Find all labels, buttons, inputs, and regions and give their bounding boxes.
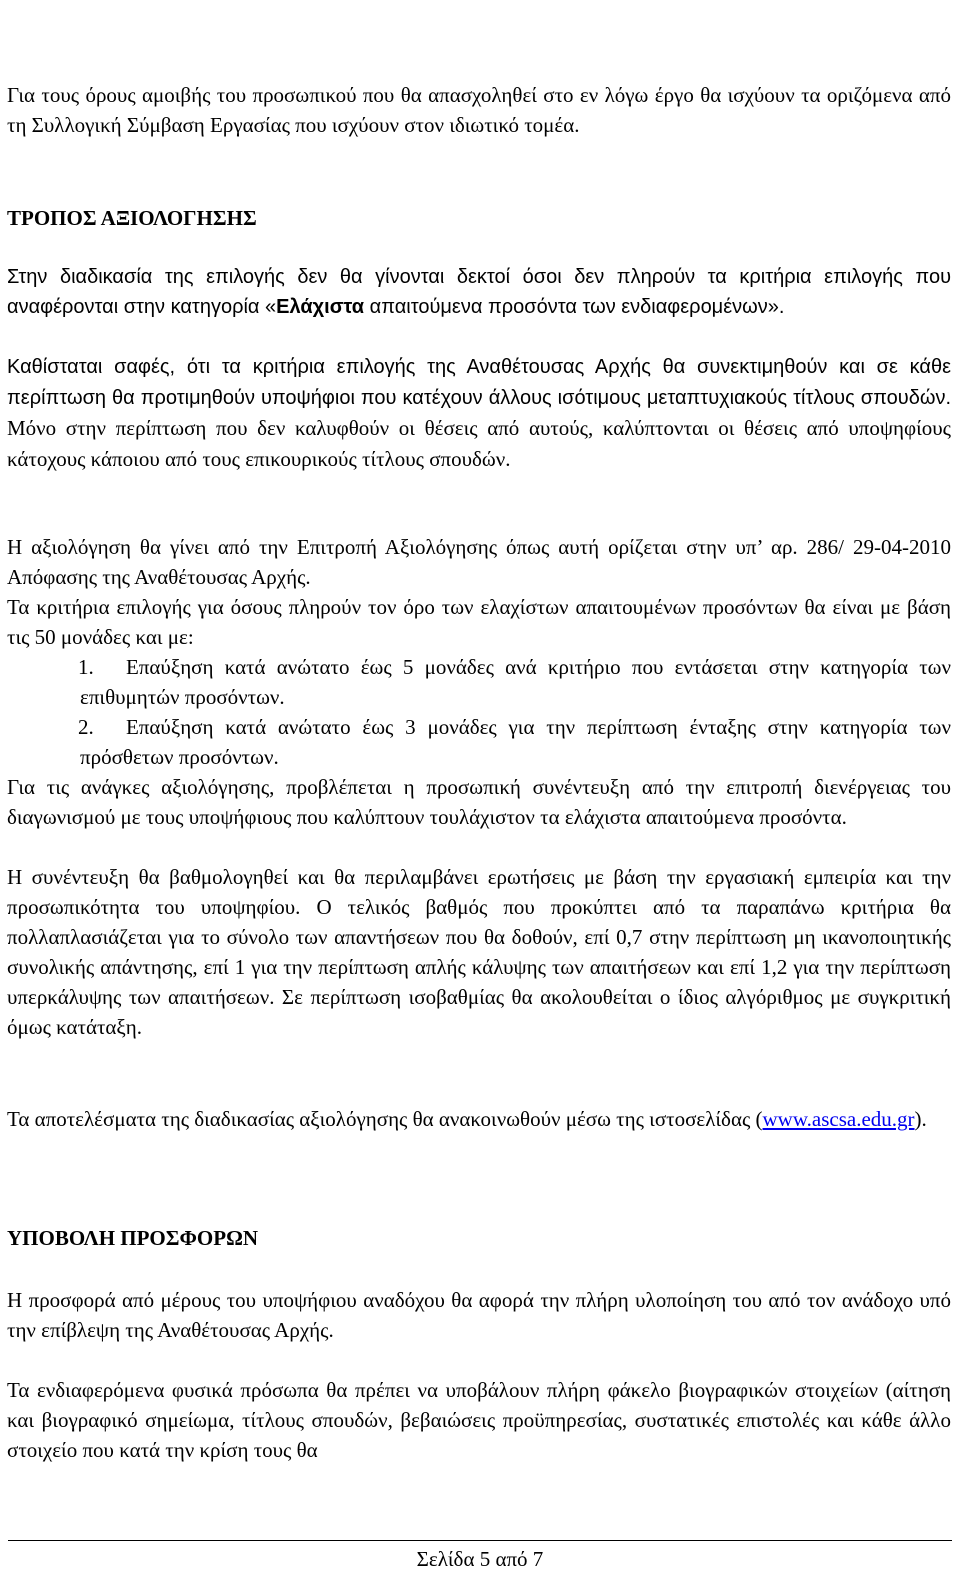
heading-evaluation-method: ΤΡΟΠΟΣ ΑΞΙΟΛΟΓΗΣΗΣ <box>7 206 257 230</box>
paragraph-application-folder: Τα ενδιαφερόμενα φυσικά πρόσωπα θα πρέπει να υποβάλουν πλήρη φάκελο βιογραφικών στοιχείων (αίτηση και βιογραφικό σημείωμα, τίτλους σπουδών, βεβαιώσεις προϋπηρεσίας, συστατικές επιστολές και κάθε άλλο στοιχείο που κατά την κρίση τους θα <box>7 1378 951 1462</box>
heading-offer-submission: ΥΠΟΒΟΛΗ ΠΡΟΣΦΟΡΩΝ <box>7 1226 259 1250</box>
paragraph-interview-scoring: Η συνέντευξη θα βαθμολογηθεί και θα περιλαμβάνει ερωτήσεις με βάση την εργασιακή εμπειρία και την προσωπικότητα του υποψηφίου. Ο τελικός βαθμός που προκύπτει από τα παραπάνω κριτήρια θα πολλαπλασιάζεται για το σύνολο των απαντήσεων που θα δοθούν, επί 0,7 στην περίπτωση μη ικανοποιητικής συνολικής απάντησης, επί 1 για την περίπτωση απλής κάλυψης των απαιτήσεων και επί 1,2 για την περίπτωση υπερκάλυψης των απαιτήσεων. Σε περίπτωση ισοβαθμίας θα ακολουθείται ο ίδιος αλγόριθμος με συγκριτική όμως κατάταξη. <box>7 865 951 1039</box>
list-item: 1. Επαύξηση κατά ανώτατο έως 5 μονάδες ανά κριτήριο που εντάσεται στην κατηγορία των επιθυμητών προσόντων. <box>78 655 951 709</box>
paragraph-criteria-clarification: Καθίσταται σαφές, ότι τα κριτήρια επιλογής της Αναθέτουσας Αρχής θα συνεκτιμηθούν και σε κάθε περίπτωση θα προτιμηθούν υποψήφιοι που κατέχουν άλλους ισότιμους μεταπτυχιακούς τίτλους σπουδών. Μόνο στην περίπτωση που δεν καλυφθούν οι θέσεις από αυτούς, καλύπτονται οι θέσεις από υποψηφίους κάτοχους κάποιου από τους επικουρικούς τίτλους σπουδών. <box>7 356 951 471</box>
paragraph-offer: Η προσφορά από μέρους του υποψήφιου αναδόχου θα αφορά την πλήρη υλοποίηση του από τον ανάδοχο υπό την επίβλεψη της Αναθέτουσας Αρχής. <box>7 1288 951 1342</box>
paragraph-wage-terms: Για τους όρους αμοιβής του προσωπικού που θα απασχοληθεί στο εν λόγω έργο θα ισχύουν τα οριζόμενα από τη Συλλογική Σύμβαση Εργασίας που ισχύουν στον ιδιωτικό τομέα. <box>7 83 951 137</box>
paragraph-evaluation-committee: Η αξιολόγηση θα γίνει από την Επιτροπή Αξιολόγησης όπως αυτή ορίζεται στην υπ’ αρ. 286/ 29-04-2010 Απόφασης της Αναθέτουσας Αρχής. <box>7 535 951 589</box>
page-number: Σελίδα 5 από 7 <box>416 1547 544 1571</box>
list-item: 2. Επαύξηση κατά ανώτατο έως 3 μονάδες για την περίπτωση ένταξης στην κατηγορία των πρόσθετων προσόντων. <box>78 715 951 769</box>
paragraph-interview: Για τις ανάγκες αξιολόγησης, προβλέπεται η προσωπική συνέντευξη από την επιτροπή διενέργειας του διαγωνισμού με τους υποψήφιους που καλύπτουν τουλάχιστον τα ελάχιστα απαιτούμενα προσόντα. <box>7 775 951 829</box>
paragraph-eligibility: Στην διαδικασία της επιλογής δεν θα γίνονται δεκτοί όσοι δεν πληρούν τα κριτήρια επιλογής που αναφέρονται στην κατηγορία «Ελάχιστα απαιτούμενα προσόντα των ενδιαφερομένων». <box>7 266 951 318</box>
paragraph-results-announcement: Τα αποτελέσματα της διαδικασίας αξιολόγησης θα ανακοινωθούν μέσω της ιστοσελίδας (www.ascsa.edu.gr). <box>7 1107 927 1131</box>
paragraph-selection-criteria: Τα κριτήρια επιλογής για όσους πληρούν τον όρο των ελαχίστων απαιτουμένων προσόντων θα είναι με βάση τις 50 μονάδες και με: <box>7 595 951 649</box>
website-link[interactable]: www.ascsa.edu.gr <box>762 1107 915 1131</box>
footer-divider <box>8 1540 952 1541</box>
